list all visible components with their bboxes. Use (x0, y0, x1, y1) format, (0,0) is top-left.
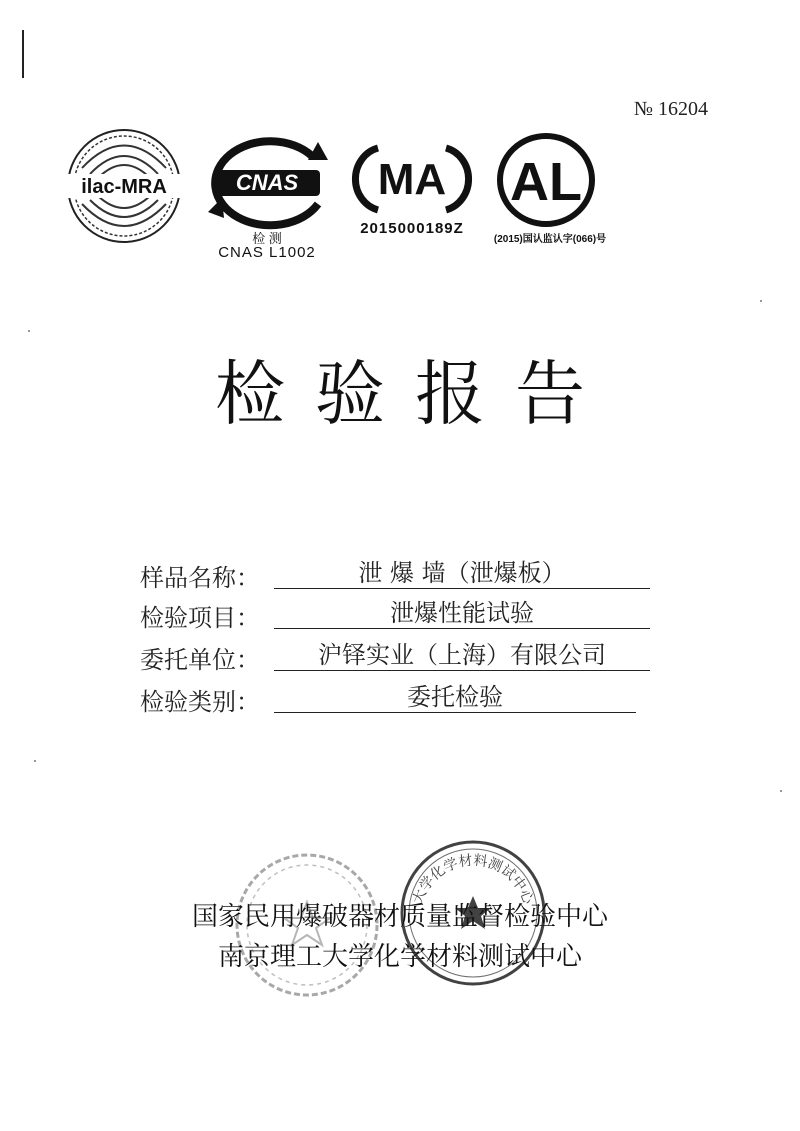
field-test-type (140, 682, 660, 716)
field-label: 委托单位： (140, 646, 260, 674)
seal-text: 大学化学材料测试中心 (410, 852, 536, 907)
field-test-item (140, 598, 660, 632)
organization-line-2: 南京理工大学化学材料测试中心 (217, 942, 582, 972)
cnas-logo (200, 134, 334, 264)
field-label: 样品名称： (140, 564, 260, 592)
scan-speck (780, 790, 782, 792)
scan-speck (34, 760, 36, 762)
field-value: 沪铎实业（上海）有限公司 (274, 640, 650, 671)
cma-text: MA (377, 155, 447, 204)
report-title: 检验报告 (215, 353, 615, 435)
field-sample-name (140, 558, 660, 592)
cma-logo (348, 142, 476, 242)
organization-line-1: 国家民用爆破器材质量监督检验中心 (191, 902, 608, 932)
scan-edge-mark (22, 30, 24, 78)
field-value: 泄爆性能试验 (274, 598, 650, 629)
cnas-caption-1: 检 测 (252, 231, 282, 246)
cal-logo (488, 130, 614, 250)
cnas-text: CNAS (235, 170, 299, 195)
cnas-caption-2: CNAS L1002 (218, 244, 316, 261)
ilac-mra-logo (62, 128, 186, 246)
field-client (140, 640, 660, 674)
cma-caption: 2015000189Z (360, 220, 464, 237)
field-value: 泄 爆 墙（泄爆板） (274, 558, 650, 589)
cal-caption: (2015)国认监认字(066)号 (493, 234, 607, 245)
field-label: 检验类别： (140, 688, 260, 716)
scan-speck (28, 330, 30, 332)
scan-speck (760, 300, 762, 302)
cal-text: AL (510, 152, 582, 212)
ilac-text: ilac-MRA (81, 176, 167, 198)
field-value: 委托检验 (274, 682, 636, 713)
field-label: 检验项目： (140, 604, 260, 632)
report-number: № 16204 (633, 98, 708, 120)
